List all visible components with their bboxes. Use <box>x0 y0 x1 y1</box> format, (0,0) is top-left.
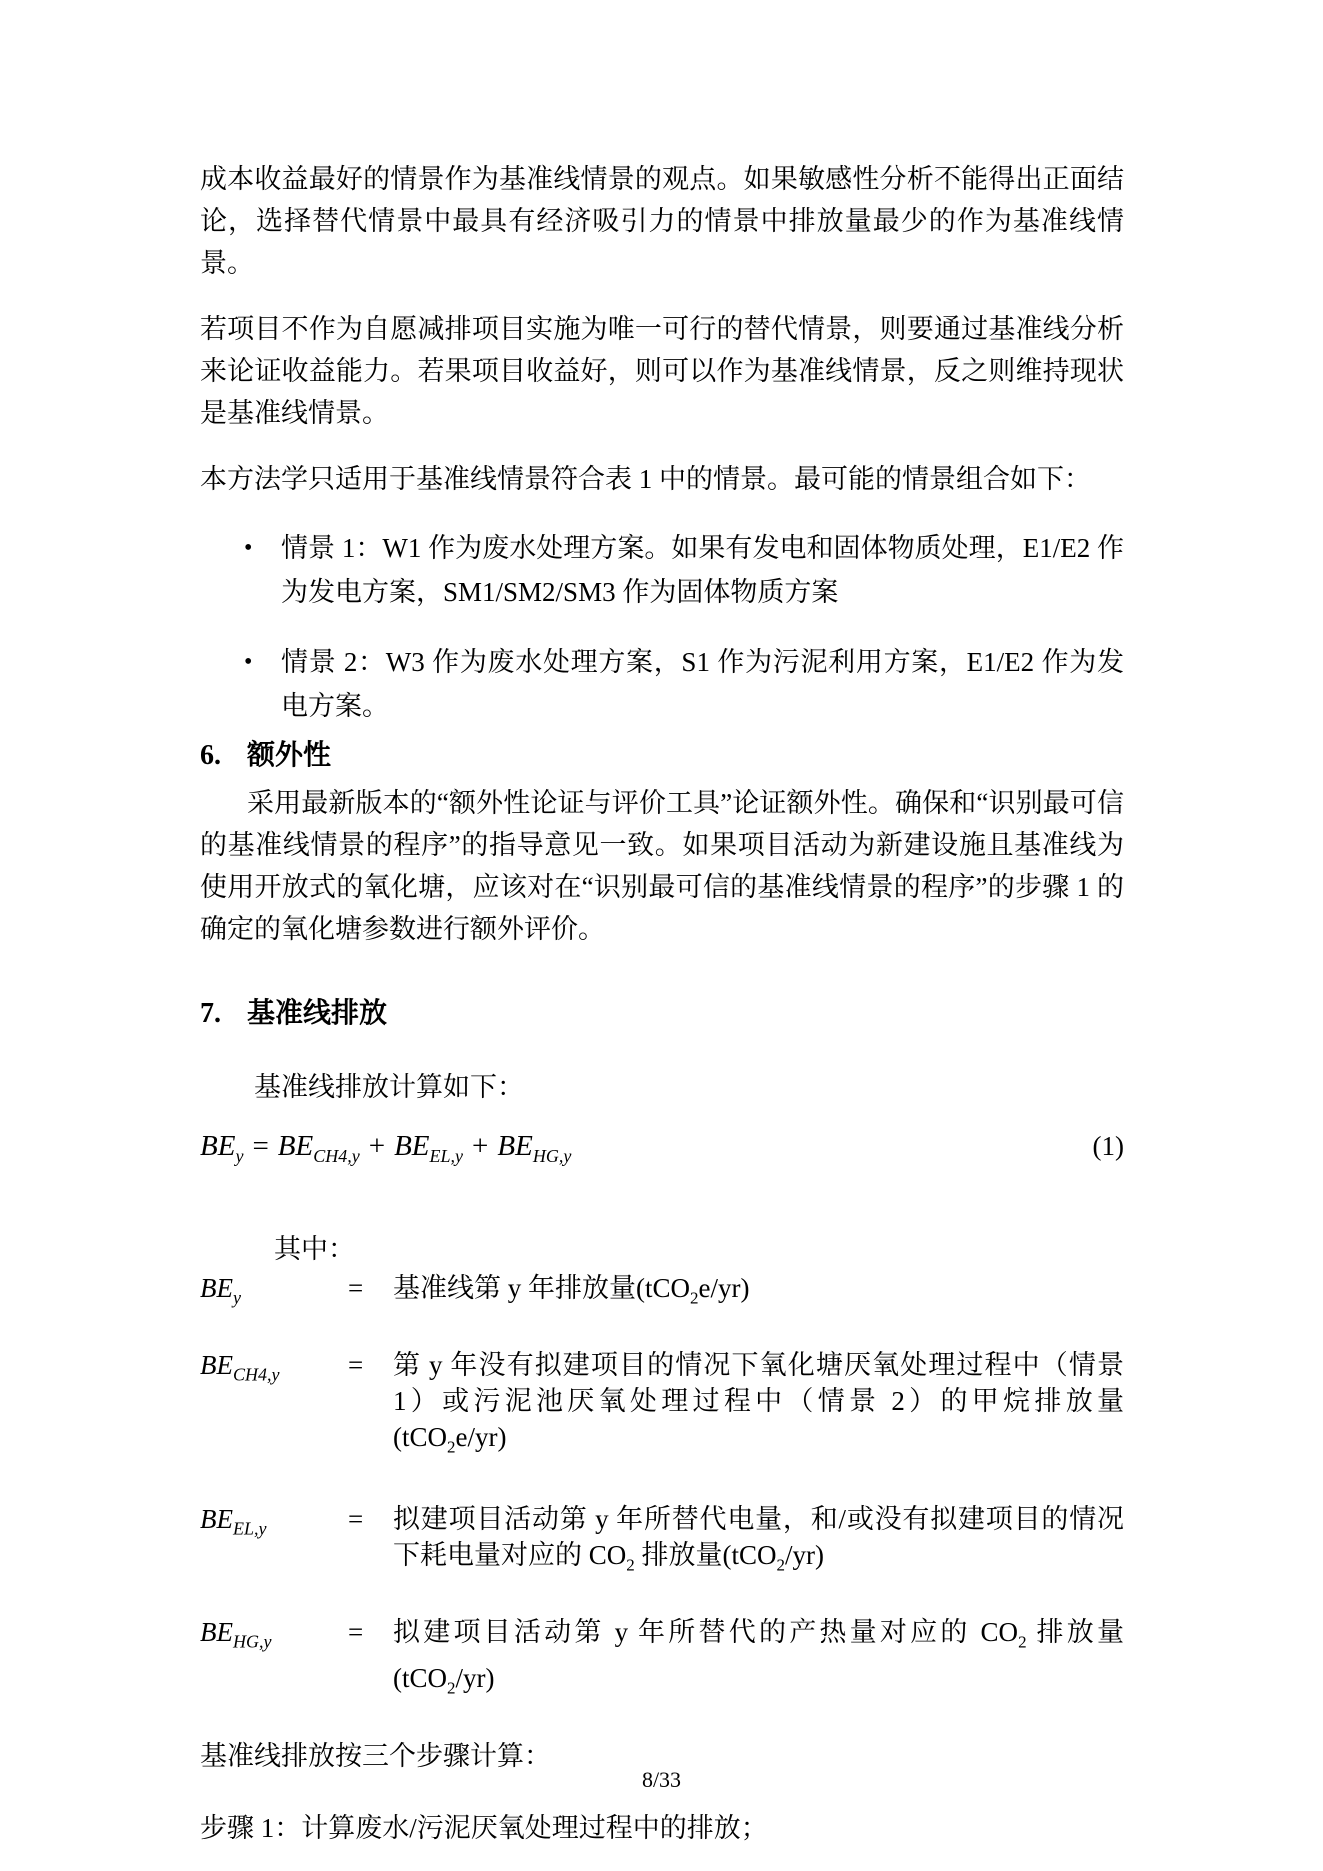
paragraph-methodology-scope: 本方法学只适用于基准线情景符合表 1 中的情景。最可能的情景组合如下： <box>200 464 1091 494</box>
bullet-icon: • <box>244 535 253 561</box>
section6-body: 采用最新版本的“额外性论证与评价工具”论证额外性。确保和“识别最可信的基准线情景的程序”的指导意见一致。如果项目活动为新建设施且基准线为使用开放式的氧化塘，应该对在“识别最可信的基准线情景的程序”的步骤 1 的确定的氧化塘参数进行额外评价。 <box>200 788 1124 944</box>
equation-term: BE <box>394 1130 430 1162</box>
list-item-scenario-2 <box>200 640 1124 728</box>
section-title: 额外性 <box>247 740 332 771</box>
definition-term <box>200 1501 348 1583</box>
equation-1 <box>200 1124 1124 1178</box>
definition-row <box>200 1614 1124 1707</box>
desc-text: 第 y 年没有拟建项目的情况下氧化塘厌氧处理过程中（情景 1）或污泥池厌氧处理过程中（情景 2）的甲烷排放量(tCO <box>393 1350 1124 1453</box>
desc-text: 基准线第 y 年排放量(tCO <box>393 1272 690 1303</box>
term-subscript: CH4,y <box>233 1364 280 1385</box>
equation-term: BE <box>497 1130 533 1162</box>
desc-text: /yr) <box>455 1663 495 1694</box>
desc-subscript: 2 <box>1018 1632 1027 1652</box>
equals-sign: = <box>348 1272 364 1303</box>
desc-text: /yr) <box>785 1539 824 1570</box>
equals-sign: = <box>252 1130 269 1162</box>
definition-row <box>200 1501 1124 1583</box>
paragraph-baseline-scenario: 成本收益最好的情景作为基准线情景的观点。如果敏感性分析不能得出正面结论，选择替代情景中最具有经济吸引力的情景中排放量最少的作为基准线情景。 <box>200 164 1124 278</box>
scenario-bullet-list <box>200 526 1124 728</box>
section-number: 6. <box>200 740 221 771</box>
term-base: BE <box>200 1272 233 1303</box>
list-item-scenario-1 <box>200 526 1124 614</box>
desc-subscript: 2 <box>776 1554 786 1574</box>
bullet-text: 情景 1：W1 作为废水处理方案。如果有发电和固体物质处理，E1/E2 作为发电方案，SM1/SM2/SM3 作为固体物质方案 <box>281 533 1124 607</box>
equals-sign: = <box>348 1503 364 1534</box>
equation-subscript: CH4,y <box>313 1145 360 1166</box>
term-base: BE <box>200 1616 233 1647</box>
equals-sign: = <box>348 1350 364 1381</box>
section-number: 7. <box>200 998 221 1029</box>
definition-term <box>200 1614 348 1707</box>
bullet-text: 情景 2：W3 作为废水处理方案，S1 作为污泥利用方案，E1/E2 作为发电方案。 <box>281 647 1124 721</box>
section-title: 基准线排放 <box>247 998 388 1029</box>
desc-subscript: 2 <box>447 1437 456 1457</box>
where-label: 其中： <box>274 1233 355 1264</box>
term-base: BE <box>200 1350 233 1381</box>
section6-heading <box>200 734 1124 778</box>
equation-subscript: EL,y <box>429 1145 464 1166</box>
equation-subscript: y <box>235 1145 244 1166</box>
equation-term: BE <box>200 1130 236 1162</box>
paragraph-voluntary-project: 若项目不作为自愿减排项目实施为唯一可行的替代情景，则要通过基准线分析来论证收益能力。若果项目收益好，则可以作为基准线情景，反之则维持现状是基准线情景。 <box>200 314 1124 428</box>
definition-row <box>200 1347 1124 1465</box>
term-subscript: EL,y <box>233 1517 267 1538</box>
definition-desc <box>393 1270 1124 1316</box>
definitions-list <box>200 1270 1124 1707</box>
desc-text: e/yr) <box>455 1422 507 1453</box>
plus-sign: + <box>368 1130 386 1162</box>
section7-heading <box>200 992 1124 1036</box>
definition-term <box>200 1270 348 1316</box>
steps-intro: 基准线排放按三个步骤计算： <box>200 1740 551 1771</box>
equation-body <box>200 1124 1093 1178</box>
equation-term: BE <box>277 1130 314 1162</box>
equation-intro: 基准线排放计算如下： <box>254 1072 524 1102</box>
desc-subscript: 2 <box>447 1678 456 1698</box>
desc-text: 拟建项目活动第 y 年所替代的产热量对应的 CO <box>393 1616 1019 1647</box>
definition-term <box>200 1347 348 1465</box>
definition-desc <box>393 1614 1124 1707</box>
bullet-icon: • <box>244 649 253 675</box>
desc-subscript: 2 <box>690 1288 699 1308</box>
term-subscript: HG,y <box>233 1631 272 1652</box>
equals-sign: = <box>348 1616 364 1647</box>
definition-desc <box>393 1501 1124 1583</box>
plus-sign: + <box>472 1130 489 1162</box>
equation-number: (1) <box>1092 1131 1124 1161</box>
equation-subscript: HG,y <box>532 1145 572 1166</box>
desc-text: e/yr) <box>698 1272 750 1303</box>
desc-text: 排放量(tCO <box>634 1539 777 1570</box>
term-base: BE <box>200 1503 233 1534</box>
desc-text: 排放量(tCO <box>393 1616 1124 1694</box>
desc-text: 拟建项目活动第 y 年所替代电量，和/或没有拟建项目的情况下耗电量对应的 CO <box>393 1503 1124 1570</box>
step1-line: 步骤 1：计算废水/污泥厌氧处理过程中的排放； <box>200 1812 768 1843</box>
term-subscript: y <box>233 1287 241 1308</box>
desc-subscript: 2 <box>626 1554 635 1574</box>
definition-desc <box>393 1347 1124 1465</box>
page-number: 8/33 <box>641 1767 682 1792</box>
definition-row <box>200 1270 1124 1316</box>
